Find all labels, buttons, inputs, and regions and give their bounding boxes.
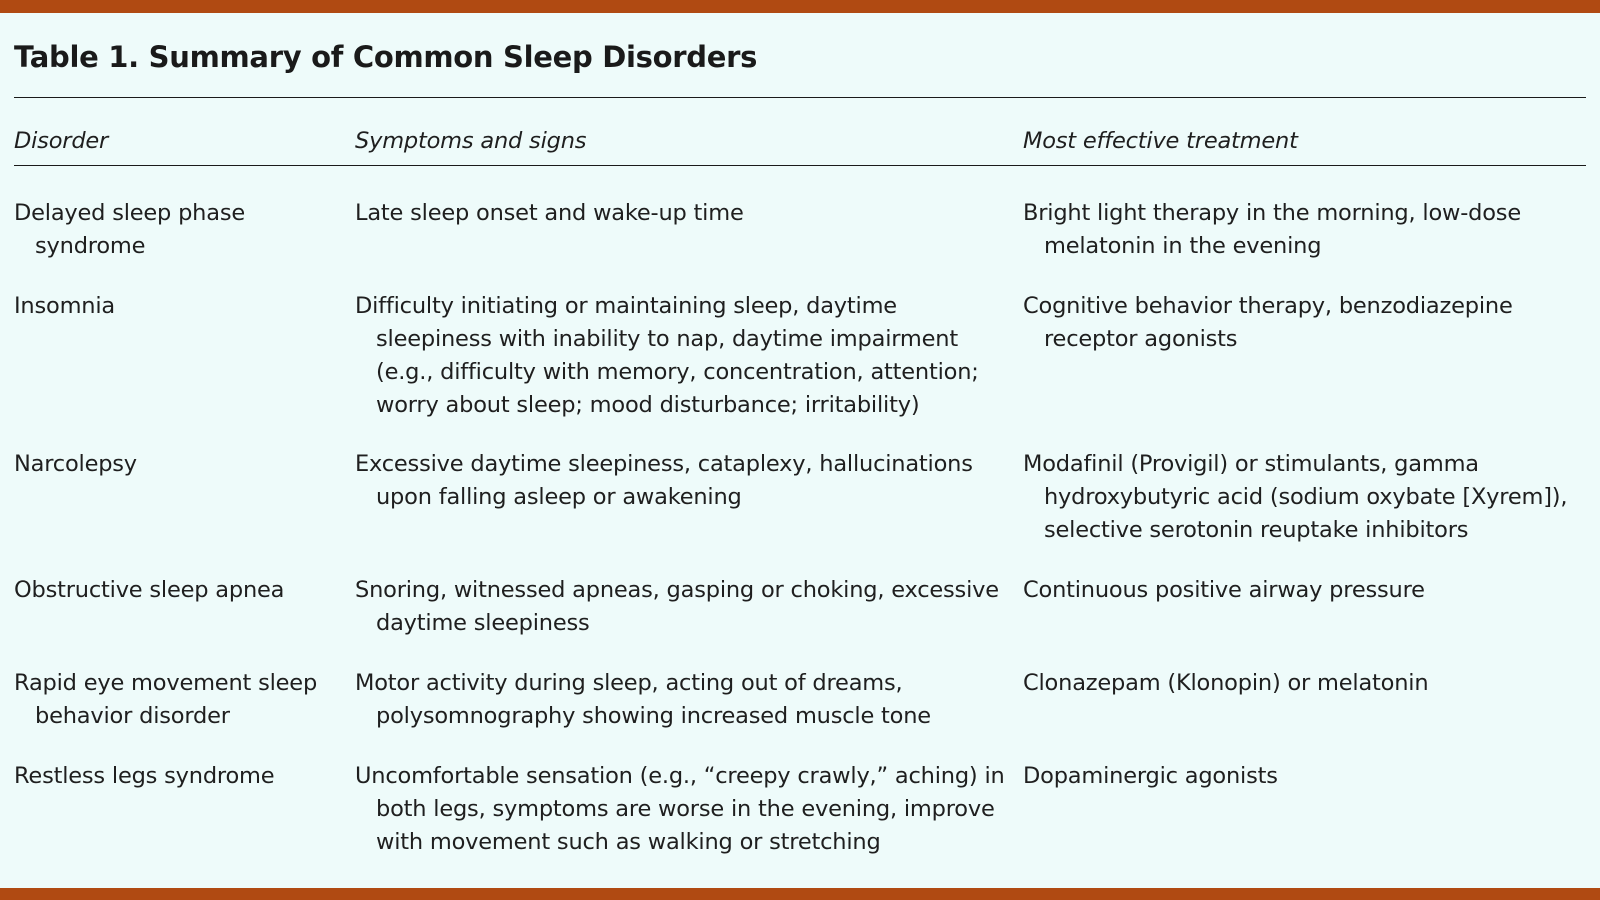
symptoms-cell: Uncomfortable sensation (e.g., “creepy crawly,” aching) in both legs, symptoms are worse in the evening, improve with movement such as walking or stretching <box>355 763 1005 855</box>
title-rule <box>14 97 1586 98</box>
treatment-cell: Bright light therapy in the morning, low-dose melatonin in the evening <box>1023 200 1521 259</box>
disorder-cell: Obstructive sleep apnea <box>14 577 285 603</box>
disorder-cell: Insomnia <box>14 293 116 319</box>
symptoms-cell: Excessive daytime sleepiness, cataplexy, hallucinations upon falling asleep or awakening <box>355 451 973 510</box>
table-title: Table 1. Summary of Common Sleep Disorders <box>14 40 758 74</box>
header-rule <box>14 165 1586 166</box>
treatment-cell: Clonazepam (Klonopin) or melatonin <box>1023 670 1429 696</box>
symptoms-cell: Difficulty initiating or maintaining sleep, daytime sleepiness with inability to nap, daytime impairment (e.g., difficulty with memory, concentration, attention; worry about sleep; mood disturbance; irritability) <box>355 293 979 418</box>
header-symptoms: Symptoms and signs <box>355 128 587 154</box>
disorder-cell: Restless legs syndrome <box>14 763 275 789</box>
disorder-cell: Rapid eye movement sleep behavior disorder <box>14 670 318 729</box>
symptoms-cell: Motor activity during sleep, acting out of dreams, polysomnography showing increased muscle tone <box>355 670 931 729</box>
header-disorder: Disorder <box>14 128 109 154</box>
treatment-cell: Dopaminergic agonists <box>1023 763 1278 789</box>
table-header-row <box>0 125 1600 159</box>
disorder-cell: Narcolepsy <box>14 451 137 477</box>
treatment-cell: Continuous positive airway pressure <box>1023 577 1425 603</box>
treatment-cell: Modafinil (Provigil) or stimulants, gamma hydroxybutyric acid (sodium oxybate [Xyrem]), selective serotonin reuptake inhibitors <box>1023 451 1568 543</box>
disorder-cell: Delayed sleep phase syndrome <box>14 200 245 259</box>
symptoms-cell: Snoring, witnessed apneas, gasping or choking, excessive daytime sleepiness <box>355 577 999 636</box>
header-treatment: Most effective treatment <box>1023 128 1298 154</box>
treatment-cell: Cognitive behavior therapy, benzodiazepine receptor agonists <box>1023 293 1513 352</box>
symptoms-cell: Late sleep onset and wake-up time <box>355 200 744 226</box>
